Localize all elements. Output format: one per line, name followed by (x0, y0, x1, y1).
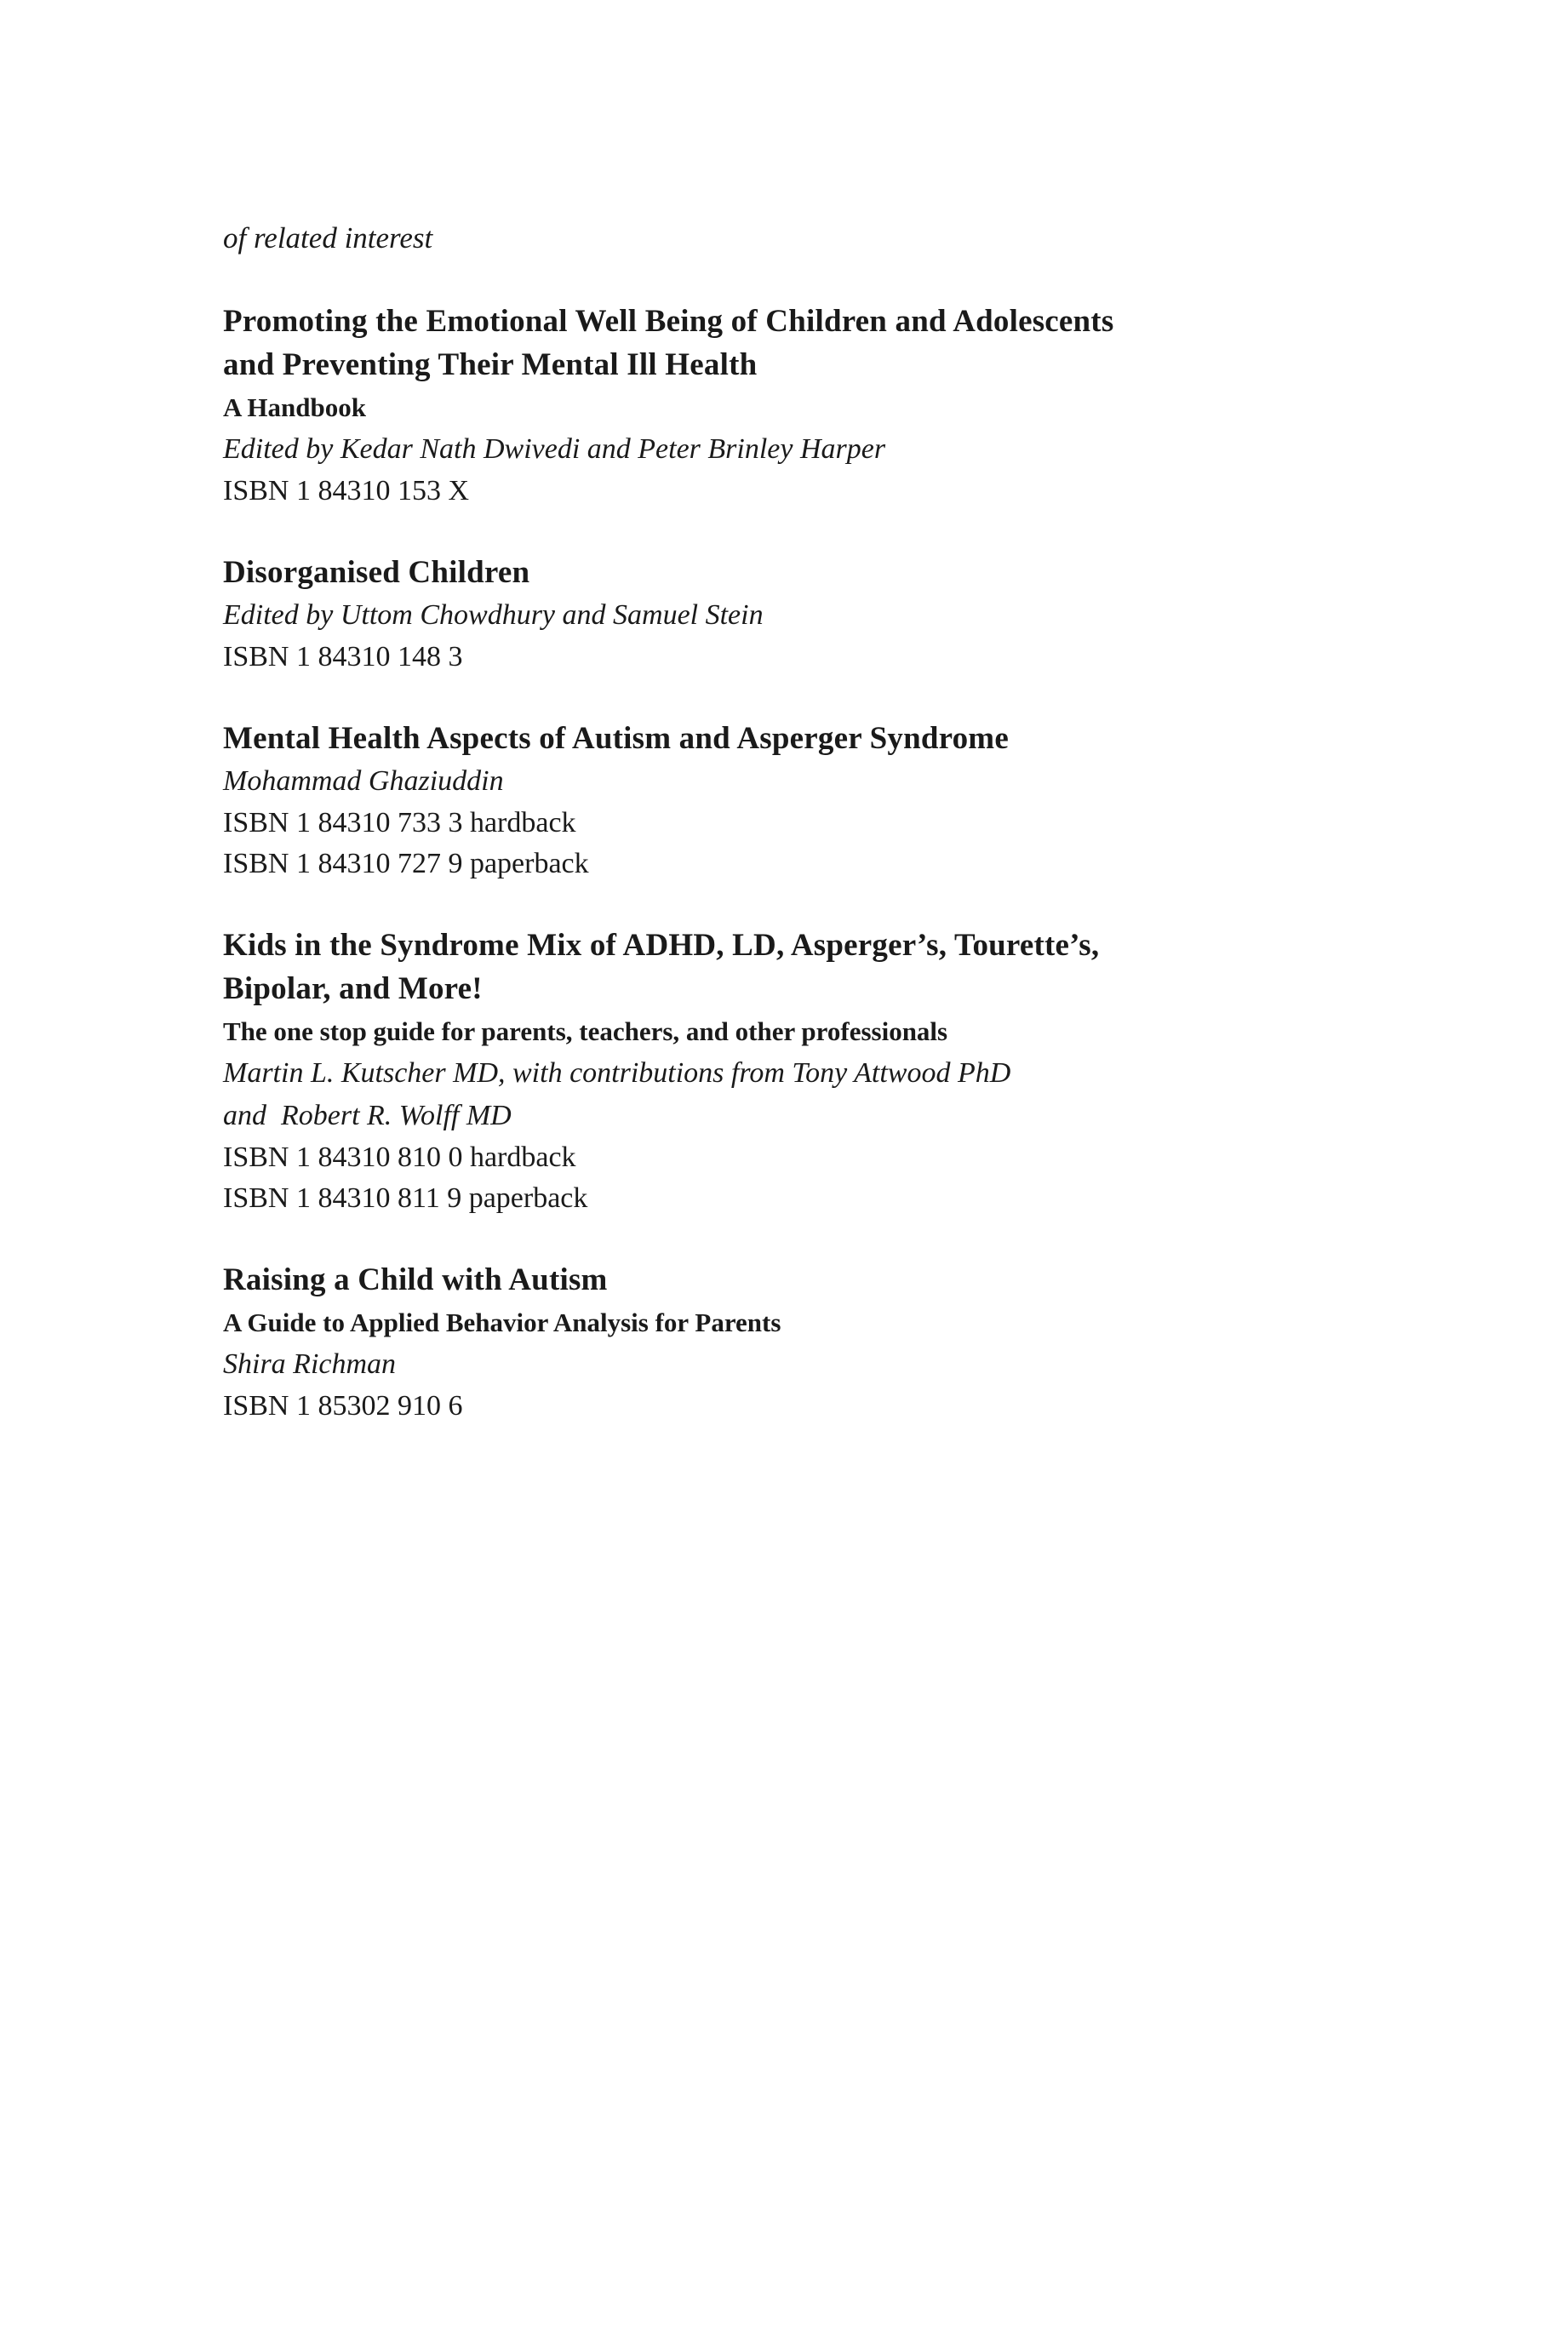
book-title-line: Kids in the Syndrome Mix of ADHD, LD, Asperger’s, Tourette’s, (223, 928, 1100, 963)
book-isbn: ISBN 1 84310 148 3 (223, 641, 463, 672)
book-subtitle: The one stop guide for parents, teachers, and other professionals (223, 1016, 948, 1046)
book-authors: Edited by Kedar Nath Dwivedi and Peter Brinley Harper (223, 433, 886, 465)
book-entry (223, 924, 1296, 1219)
book-isbn: ISBN 1 84310 811 9 paperback (223, 1182, 588, 1214)
book-isbn: ISBN 1 84310 727 9 paperback (223, 848, 589, 879)
book-entry (223, 551, 1296, 678)
book-isbn: ISBN 1 84310 810 0 hardback (223, 1142, 576, 1173)
related-interest-note: of related interest (223, 221, 433, 255)
book-entry (223, 1258, 1296, 1427)
book-title-line: Promoting the Emotional Well Being of Children and Adolescents (223, 304, 1114, 339)
book-entry (223, 300, 1296, 512)
book-authors: and Robert R. Wolff MD (223, 1100, 512, 1131)
book-title-line: Disorganised Children (223, 555, 530, 590)
book-authors: Shira Richman (223, 1348, 397, 1380)
book-isbn: ISBN 1 84310 153 X (223, 475, 470, 506)
book-authors: Mohammad Ghaziuddin (223, 765, 504, 797)
book-title-line: and Preventing Their Mental Ill Health (223, 347, 758, 382)
book-title-line: Bipolar, and More! (223, 971, 483, 1006)
book-isbn: ISBN 1 84310 733 3 hardback (223, 807, 576, 838)
book-subtitle: A Guide to Applied Behavior Analysis for Parents (223, 1308, 781, 1337)
book-isbn: ISBN 1 85302 910 6 (223, 1390, 463, 1422)
book-title-line: Raising a Child with Autism (223, 1262, 608, 1297)
book-entry (223, 717, 1296, 884)
book-authors: Martin L. Kutscher MD, with contributions from Tony Attwood PhD (223, 1057, 1011, 1089)
book-authors: Edited by Uttom Chowdhury and Samuel Stein (223, 599, 764, 631)
book-subtitle: A Handbook (223, 392, 367, 422)
book-title-line: Mental Health Aspects of Autism and Asperger Syndrome (223, 721, 1009, 756)
